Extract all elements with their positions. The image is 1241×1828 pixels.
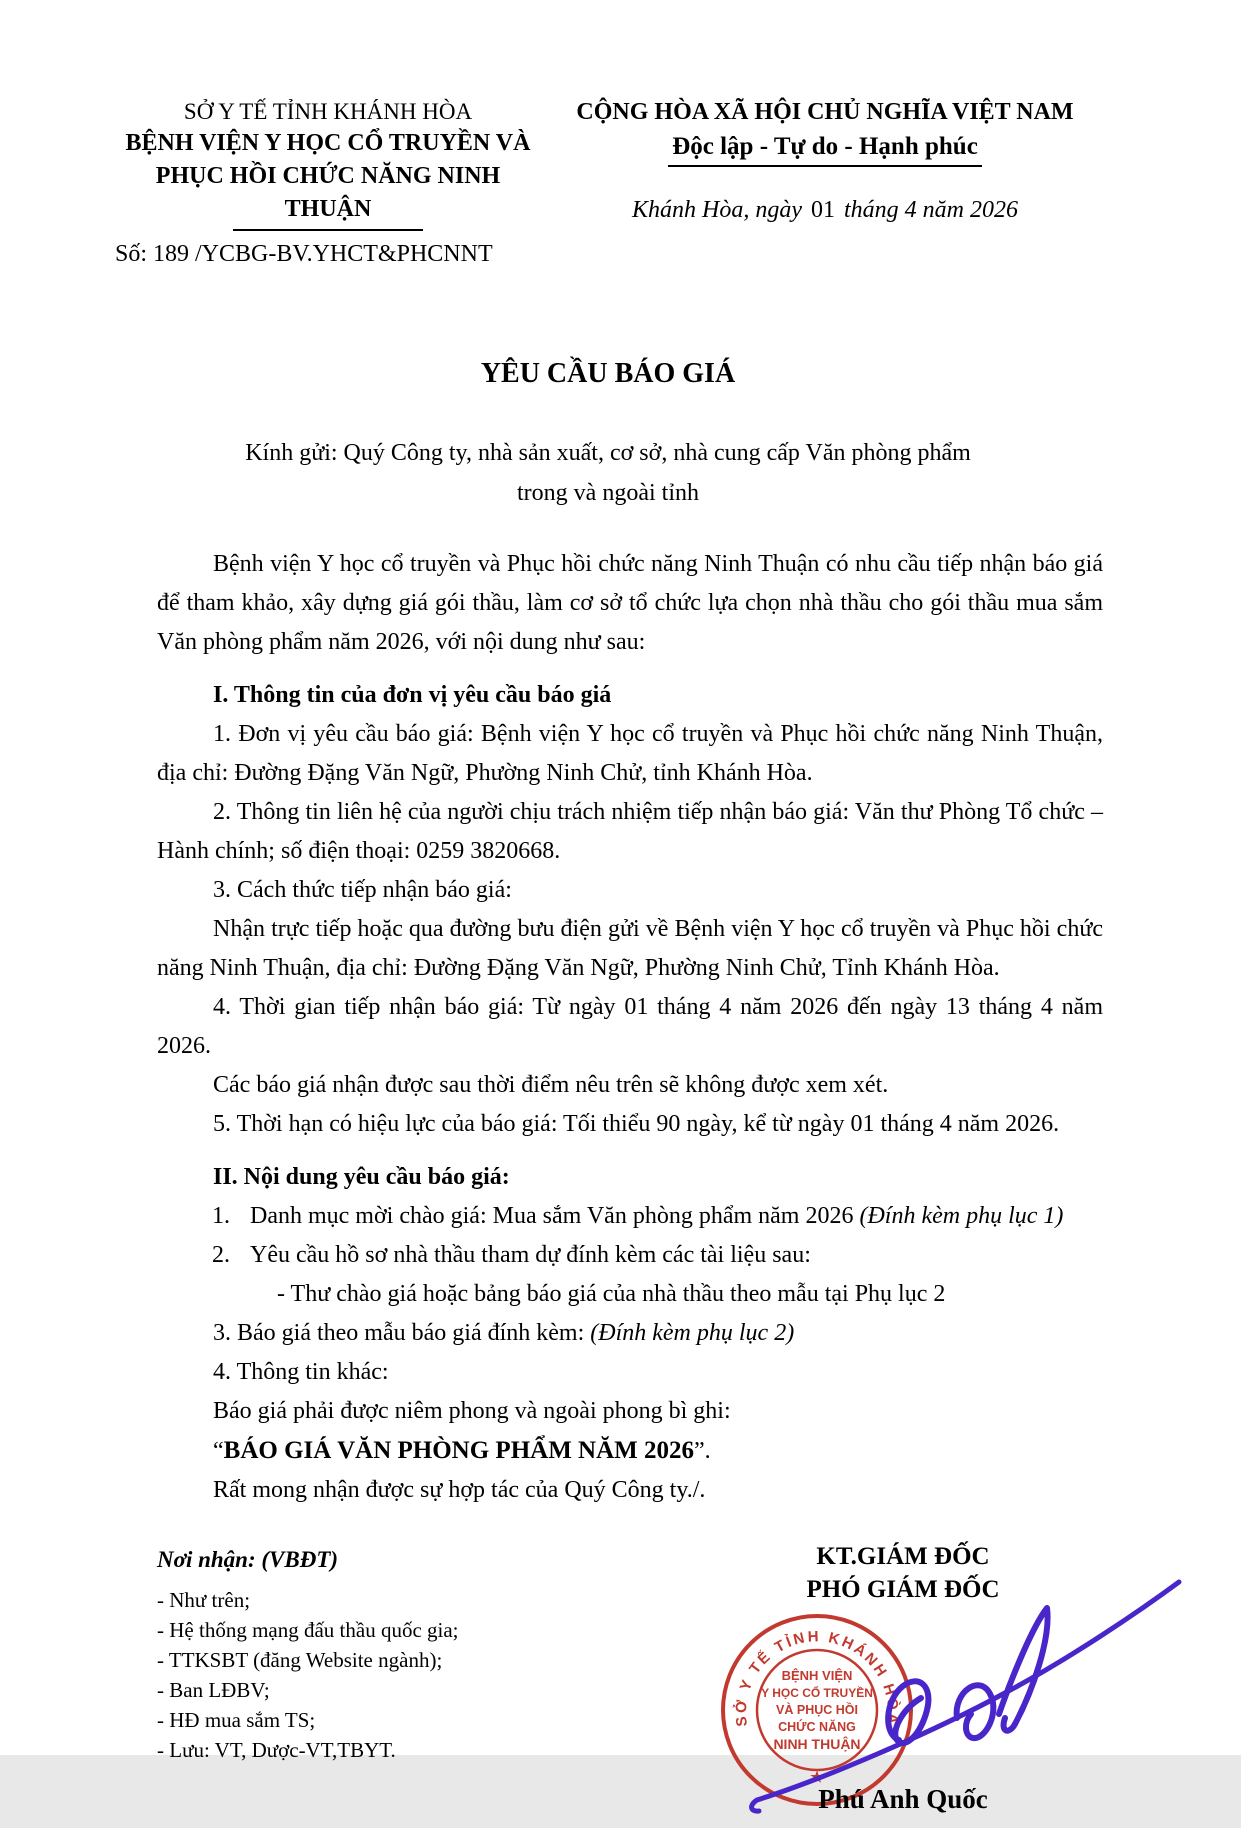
- issuing-org-block: [113, 96, 543, 274]
- recipients-label: [157, 1540, 633, 1579]
- section1-heading: I. Thông tin của đơn vị yêu cầu báo giá: [213, 682, 612, 708]
- section2-item1-text: Danh mục mời chào giá: Mua sắm Văn phòng phẩm năm 2026: [250, 1203, 860, 1229]
- recipient-item: - Lưu: VT, Dược-VT,TBYT.: [157, 1738, 396, 1762]
- recipients-list: [157, 1585, 633, 1765]
- document-number-value: 189: [153, 241, 190, 267]
- envelope-instruction: Báo giá phải được niêm phong và ngoài phong bì ghi:: [213, 1398, 731, 1424]
- open-quote: “: [213, 1438, 224, 1464]
- closing-line: Rất mong nhận được sự hợp tác của Quý Công ty./.: [213, 1477, 706, 1503]
- star-icon: ★: [810, 1769, 824, 1786]
- recipients-label-text: Nơi nhận: [157, 1547, 248, 1572]
- stamp-center-line1: BỆNH VIỆN: [781, 1668, 853, 1683]
- recipients-block: [157, 1540, 633, 1819]
- stamp-center-line2: Y HỌC CỔ TRUYỀN: [761, 1686, 873, 1700]
- signature-block: [633, 1540, 1103, 1819]
- section2-item2-sub: - Thư chào giá hoặc bảng báo giá của nhà thầu theo mẫu tại Phụ lục 2: [277, 1281, 946, 1307]
- signer-title-line2: PHÓ GIÁM ĐỐC: [806, 1576, 1000, 1603]
- national-motto-line1: CỘNG HÒA XÃ HỘI CHỦ NGHĨA VIỆT NAM: [576, 99, 1074, 125]
- org-name-line1: BỆNH VIỆN Y HỌC CỔ TRUYỀN VÀ: [125, 130, 531, 156]
- recipient-item: - TTKSBT (đăng Website ngành);: [157, 1648, 443, 1672]
- section2-heading: II. Nội dung yêu cầu báo giá:: [213, 1164, 510, 1190]
- intro-paragraph: Bệnh viện Y học cổ truyền và Phục hồi chức năng Ninh Thuận có nhu cầu tiếp nhận báo giá để tham khảo, xây dựng giá gói thầu, làm cơ sở tổ chức lựa chọn nhà thầu cho gói thầu mua sắm Văn phòng phẩm năm 2026, với nội dung như sau:: [157, 551, 1103, 655]
- section2-item1-number: 1.: [212, 1203, 230, 1229]
- greeting-line2: trong và ngoài tỉnh: [517, 480, 699, 506]
- section2-item3: [157, 1314, 1103, 1353]
- recipient-item: - HĐ mua sắm TS;: [157, 1708, 316, 1732]
- section1-item3-detail: Nhận trực tiếp hoặc qua đường bưu điện gửi về Bệnh viện Y học cổ truyền và Phục hồi chức năng Ninh Thuận, địa chỉ: Đường Đặng Văn Ngữ, Phường Ninh Chử, Tỉnh Khánh Hòa.: [157, 916, 1103, 981]
- section2-item3-annex: (Đính kèm phụ lục 2): [590, 1320, 795, 1346]
- place-date-line: [547, 191, 1103, 230]
- document-footer: [157, 1540, 1103, 1819]
- national-motto-line2: Độc lập - Tự do - Hạnh phúc: [668, 131, 982, 167]
- document-title: YÊU CẦU BÁO GIÁ: [480, 358, 736, 389]
- stamp-center-line5: NINH THUẬN: [773, 1736, 861, 1752]
- section1-item1: 1. Đơn vị yêu cầu báo giá: Bệnh viện Y học cổ truyền và Phục hồi chức năng Ninh Thuận, địa chỉ: Đường Đặng Văn Ngữ, Phường Ninh Chử, tỉnh Khánh Hòa.: [157, 721, 1103, 786]
- section2-item1-annex: (Đính kèm phụ lục 1): [859, 1203, 1064, 1229]
- document-number-line: [113, 235, 543, 274]
- section2-item1: [157, 1197, 1103, 1236]
- section2-item3-text: 3. Báo giá theo mẫu báo giá đính kèm:: [213, 1320, 591, 1346]
- stamp-ring-text: SỞ Y TẾ TỈNH KHÁNH HÒA: [732, 1628, 902, 1728]
- envelope-label-line: [157, 1431, 1103, 1471]
- org-name-line2: PHỤC HỒI CHỨC NĂNG NINH THUẬN: [155, 163, 501, 222]
- recipient-item: - Hệ thống mạng đấu thầu quốc gia;: [157, 1618, 459, 1642]
- recipient-item: - Ban LĐBV;: [157, 1678, 270, 1702]
- section1-item5: 5. Thời hạn có hiệu lực của báo giá: Tối thiểu 90 ngày, kể từ ngày 01 tháng 4 năm 2026.: [213, 1111, 1060, 1137]
- national-header-block: [547, 96, 1103, 230]
- section2-item2-text: Yêu cầu hồ sơ nhà thầu tham dự đính kèm các tài liệu sau:: [250, 1242, 811, 1268]
- greeting-block: [113, 433, 1103, 513]
- parent-agency-name: SỞ Y TẾ TỈNH KHÁNH HÒA: [183, 99, 473, 124]
- recipients-label-suffix: : (VBĐT): [247, 1547, 339, 1572]
- document-number-suffix: /YCBG-BV.YHCT&PHCNNT: [195, 241, 493, 267]
- signer-name: Phú Anh Quốc: [818, 1784, 988, 1814]
- stamp-and-signature-area: [633, 1606, 1103, 1784]
- place-date-suffix: tháng 4 năm 2026: [844, 197, 1018, 223]
- document-header: [113, 96, 1103, 274]
- section2-item2-number: 2.: [212, 1242, 230, 1268]
- section1-item4-note: Các báo giá nhận được sau thời điểm nêu trên sẽ không được xem xét.: [213, 1072, 889, 1098]
- section1-item2: 2. Thông tin liên hệ của người chịu trách nhiệm tiếp nhận báo giá: Văn thư Phòng Tổ chức – Hành chính; số điện thoại: 0259 3820668.: [157, 799, 1103, 864]
- stamp-center-line4: CHỨC NĂNG: [778, 1720, 856, 1734]
- section1-item4: 4. Thời gian tiếp nhận báo giá: Từ ngày 01 tháng 4 năm 2026 đến ngày 13 tháng 4 năm 2026.: [157, 994, 1103, 1059]
- stamp-center-line3: VÀ PHỤC HỒI: [776, 1703, 858, 1717]
- recipient-item: - Như trên;: [157, 1588, 251, 1612]
- close-quote: ”.: [694, 1438, 711, 1464]
- section1-item3: 3. Cách thức tiếp nhận báo giá:: [213, 877, 512, 903]
- document-body: [157, 545, 1103, 1819]
- greeting-line1: Kính gửi: Quý Công ty, nhà sản xuất, cơ sở, nhà cung cấp Văn phòng phẩm: [245, 440, 971, 466]
- place-date-prefix: Khánh Hòa, ngày: [632, 197, 802, 223]
- section2-item2: [157, 1236, 1103, 1275]
- section2-item4: 4. Thông tin khác:: [213, 1359, 389, 1385]
- document-number-label: Số:: [115, 241, 148, 267]
- envelope-label-text: BÁO GIÁ VĂN PHÒNG PHẨM NĂM 2026: [223, 1437, 695, 1464]
- org-divider-rule: [233, 229, 423, 231]
- date-day: 01: [811, 197, 835, 223]
- signer-title-line1: KT.GIÁM ĐỐC: [816, 1543, 990, 1570]
